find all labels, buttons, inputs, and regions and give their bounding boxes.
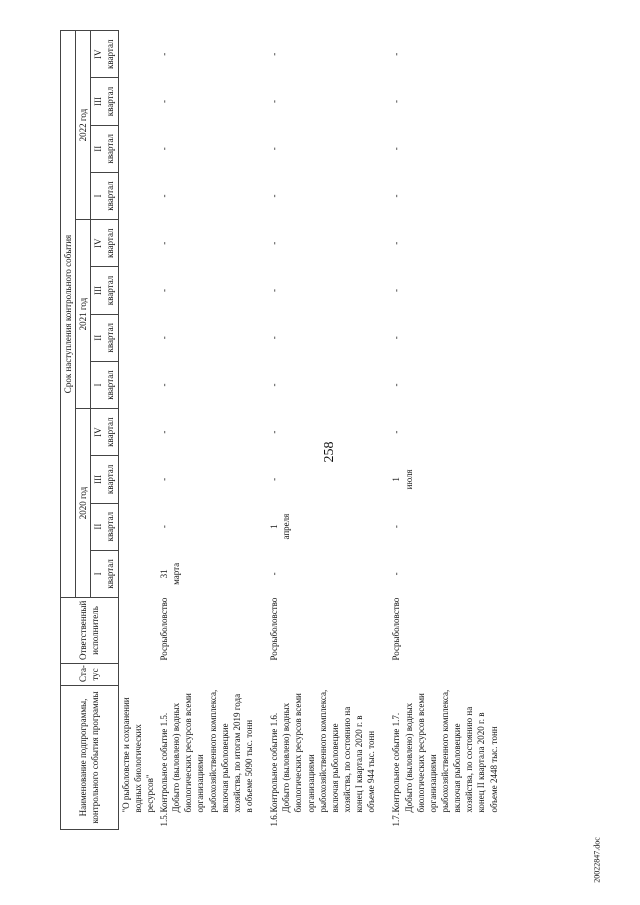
quarter-word: квартал (105, 275, 116, 306)
quarter-cell (389, 361, 511, 408)
header-year-2021: 2021 год (76, 220, 91, 409)
quarter-cell (267, 503, 389, 550)
intro-empty-cell (118, 220, 157, 267)
cell-value: - (391, 100, 402, 104)
quarter-cell (157, 172, 267, 219)
intro-empty-cell (118, 409, 157, 456)
quarter-word: квартал (105, 322, 116, 353)
cell-value: - (158, 525, 169, 529)
cell-value: - (158, 100, 169, 104)
cell-value: - (391, 52, 402, 56)
quarter-cell (389, 220, 511, 267)
intro-num-cell (118, 816, 157, 830)
row-status (157, 663, 267, 685)
quarter-number: III (93, 97, 104, 107)
quarter-number: IV (93, 49, 104, 59)
quarter-cell (389, 550, 511, 597)
document-code: 20022847.doc (592, 837, 602, 883)
cell-value: - (158, 477, 169, 481)
header-year-2020: 2020 год (76, 409, 91, 598)
quarter-number: IV (93, 427, 104, 437)
quarter-word: квартал (105, 134, 116, 164)
row-executor: Росрыболовство (269, 597, 280, 661)
quarter-cell (267, 409, 389, 456)
cell-value: - (391, 430, 402, 434)
cell-value: - (269, 194, 280, 198)
header-quarter (91, 267, 118, 314)
quarter-word: квартал (105, 228, 116, 258)
quarter-cell (267, 267, 389, 314)
header-quarter (91, 78, 118, 125)
cell-month: июля (403, 469, 414, 490)
intro-empty-cell (118, 361, 157, 408)
header-quarter (91, 550, 118, 597)
quarter-cell (389, 503, 511, 550)
quarter-number: II (93, 145, 104, 152)
cell-value: - (391, 572, 402, 576)
quarter-word: квартал (105, 464, 116, 495)
header-quarter (91, 503, 118, 550)
quarter-number: I (93, 572, 104, 576)
intro-text: "О рыболовстве и сохранении водных биологических ресурсов" (120, 697, 155, 813)
quarter-cell (389, 172, 511, 219)
row-number: 1.7. (391, 813, 402, 827)
table-body (118, 31, 512, 830)
quarter-cell (157, 456, 267, 503)
cell-value: - (391, 383, 402, 387)
quarter-cell (389, 78, 511, 125)
quarter-number: III (93, 474, 104, 484)
cell-value: - (391, 194, 402, 198)
quarter-cell (157, 503, 267, 550)
header-quarter (91, 456, 118, 503)
quarter-cell (389, 267, 511, 314)
quarter-cell (157, 220, 267, 267)
quarter-number: II (93, 523, 104, 530)
quarter-word: квартал (105, 370, 116, 400)
quarter-cell (157, 314, 267, 361)
intro-empty-cell (118, 314, 157, 361)
row-name: Контрольное событие 1.6. Добыто (выловлено) водных биологических ресурсов всеми организациями рыбохозяйственного комплекса, включая рыболовецкие хозяйства, по состоянию на конец I квартала 2020 г. в объеме 944 тыс. тонн (269, 689, 377, 813)
quarter-number: IV (93, 238, 104, 248)
quarter-cell (267, 220, 389, 267)
cell-value: 31 (158, 569, 169, 579)
header-period-group: Срок наступления контрольного события (61, 31, 76, 598)
header-quarter (91, 31, 118, 78)
intro-empty-cell (118, 125, 157, 172)
cell-month: марта (171, 562, 182, 585)
cell-value: - (158, 147, 169, 151)
row-executor: Росрыболовство (158, 597, 169, 661)
cell-value: - (158, 336, 169, 340)
intro-empty-cell (118, 663, 157, 685)
header-quarter (91, 361, 118, 408)
quarter-cell (267, 125, 389, 172)
quarter-cell (267, 456, 389, 503)
row-number: 1.5. (158, 813, 169, 827)
quarter-cell (157, 361, 267, 408)
row-executor: Росрыболовство (391, 597, 402, 661)
cell-value: - (158, 52, 169, 56)
quarter-word: квартал (105, 86, 116, 117)
quarter-number: II (93, 334, 104, 341)
table-row (389, 31, 511, 830)
row-status (389, 663, 511, 685)
cell-value: - (158, 194, 169, 198)
cell-value: - (269, 100, 280, 104)
quarter-cell (389, 456, 511, 503)
cell-value: - (391, 288, 402, 292)
quarter-cell (267, 361, 389, 408)
header-quarter (91, 314, 118, 361)
cell-month: апреля (281, 513, 292, 540)
quarter-cell (389, 314, 511, 361)
quarter-word: квартал (105, 511, 116, 542)
cell-value: - (269, 477, 280, 481)
cell-value: - (391, 336, 402, 340)
cell-value: - (391, 147, 402, 151)
quarter-word: квартал (105, 181, 116, 211)
header-quarter (91, 125, 118, 172)
cell-value: - (269, 383, 280, 387)
cell-value: - (158, 288, 169, 292)
quarter-cell (157, 31, 267, 78)
header-status: Ста-тус (61, 663, 119, 685)
cell-value: - (269, 147, 280, 151)
control-events-table (60, 30, 512, 830)
quarter-cell (157, 78, 267, 125)
row-name: Контрольное событие 1.5. Добыто (выловлено) водных биологических ресурсов всеми организациями рыбохозяйственного комплекса, включая рыболовецкие хозяйства, по итогам 2019 года в объеме 5090 тыс. тонн (158, 689, 254, 813)
quarter-number: III (93, 285, 104, 295)
cell-value: - (269, 430, 280, 434)
quarter-cell (389, 409, 511, 456)
cell-value: - (269, 288, 280, 292)
table-row (157, 31, 267, 830)
intro-empty-cell (118, 597, 157, 663)
intro-empty-cell (118, 172, 157, 219)
cell-value: - (391, 525, 402, 529)
rotated-table-container (60, 30, 600, 830)
cell-value: - (158, 430, 169, 434)
quarter-cell (389, 31, 511, 78)
quarter-cell (157, 550, 267, 597)
cell-value: - (269, 241, 280, 245)
cell-value: 1 (391, 477, 402, 482)
intro-empty-cell (118, 267, 157, 314)
quarter-cell (389, 125, 511, 172)
quarter-cell (267, 78, 389, 125)
quarter-number: I (93, 194, 104, 198)
intro-empty-cell (118, 550, 157, 597)
row-name: Контрольное событие 1.7. Добыто (выловлено) водных биологических ресурсов всеми организациями рыбохозяйственного комплекса, включая рыболовецкие хозяйства, по состоянию на конец II квартала 2020 г. в объеме 2448 тыс. тонн (391, 689, 499, 813)
quarter-cell (267, 172, 389, 219)
quarter-cell (267, 31, 389, 78)
header-row-1 (61, 31, 76, 830)
intro-empty-cell (118, 78, 157, 125)
header-quarter (91, 220, 118, 267)
header-executor: Ответственный исполнитель (61, 597, 119, 663)
quarter-cell (157, 409, 267, 456)
page-number: 258 (322, 441, 337, 463)
quarter-word: квартал (105, 39, 116, 69)
header-quarter (91, 172, 118, 219)
cell-value: - (269, 336, 280, 340)
quarter-cell (267, 314, 389, 361)
cell-value: - (158, 383, 169, 387)
header-year-2022: 2022 год (76, 31, 91, 220)
intro-row (118, 31, 157, 830)
quarter-cell (157, 267, 267, 314)
cell-value: - (269, 572, 280, 576)
intro-empty-cell (118, 31, 157, 78)
intro-empty-cell (118, 503, 157, 550)
cell-value: 1 (269, 524, 280, 529)
quarter-cell (157, 125, 267, 172)
quarter-word: квартал (105, 417, 116, 447)
header-name: Наименование подпрограммы, контрольного события программы (61, 685, 119, 829)
cell-value: - (391, 241, 402, 245)
row-number: 1.6. (269, 813, 280, 827)
header-quarter (91, 409, 118, 456)
quarter-number: I (93, 383, 104, 387)
cell-value: - (269, 52, 280, 56)
row-status (267, 663, 389, 685)
quarter-cell (267, 550, 389, 597)
table-row (267, 31, 389, 830)
quarter-word: квартал (105, 559, 116, 589)
cell-value: - (158, 241, 169, 245)
intro-empty-cell (118, 456, 157, 503)
